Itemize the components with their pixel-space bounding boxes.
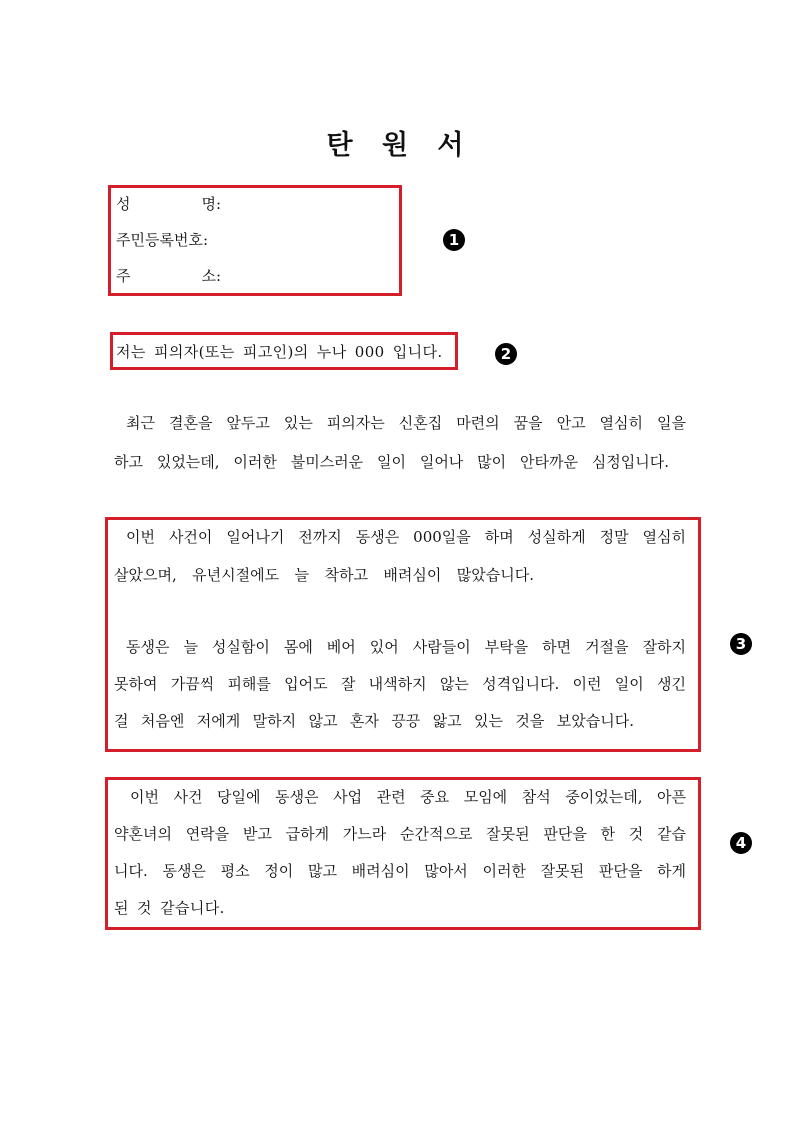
paragraph-4-line-2: 약혼녀의 연락을 받고 급하게 가느라 순간적으로 잘못된 판단을 한 것 같습 [114,825,686,843]
address-field [116,266,221,286]
paragraph-3-line-1: 동생은 늘 성실함이 몸에 베어 있어 사람들이 부탁을 하면 거절을 잘하지 [126,638,686,656]
paragraph-4-line-1: 이번 사건 당일에 동생은 사업 관련 중요 모임에 참석 중이었는데, 아픈 [130,788,686,806]
id-number-field [116,230,208,250]
paragraph-4-line-4: 된 것 같습니다. [114,899,225,917]
paragraph-4-line-3: 니다. 동생은 평소 정이 많고 배려심이 많아서 이러한 잘못된 판단을 하게 [114,862,686,880]
paragraph-3-line-3: 걸 처음엔 저에게 말하지 않고 혼자 끙끙 앓고 있는 것을 보았습니다. [114,712,634,730]
intro-text: 저는 피의자(또는 피고인)의 누나 000 입니다. [116,343,443,361]
marker-2: 2 [495,343,517,365]
document-title: 탄 원 서 [326,130,474,161]
marker-4: 4 [730,832,752,854]
address-colon: : [216,267,222,285]
id-number-label: 주민등록번호: [116,231,208,249]
marker-1: 1 [443,229,465,251]
paragraph-2-line-1: 이번 사건이 일어나기 전까지 동생은 000일을 하며 성실하게 정말 열심히 [126,528,686,546]
name-colon: : [216,195,222,213]
name-label: 성 명 [116,195,216,213]
name-field [116,194,221,214]
marker-3: 3 [730,633,752,655]
paragraph-1-line-1: 최근 결혼을 앞두고 있는 피의자는 신혼집 마련의 꿈을 안고 열심히 일을 [126,414,686,432]
paragraph-1-line-2: 하고 있었는데, 이러한 불미스러운 일이 일어나 많이 안타까운 심정입니다. [114,453,669,471]
address-label: 주 소 [116,267,216,285]
paragraph-2-line-2: 살았으며, 유년시절에도 늘 착하고 배려심이 많았습니다. [114,566,534,584]
paragraph-3-line-2: 못하여 가끔씩 피해를 입어도 잘 내색하지 않는 성격입니다. 이런 일이 생긴 [114,675,686,693]
